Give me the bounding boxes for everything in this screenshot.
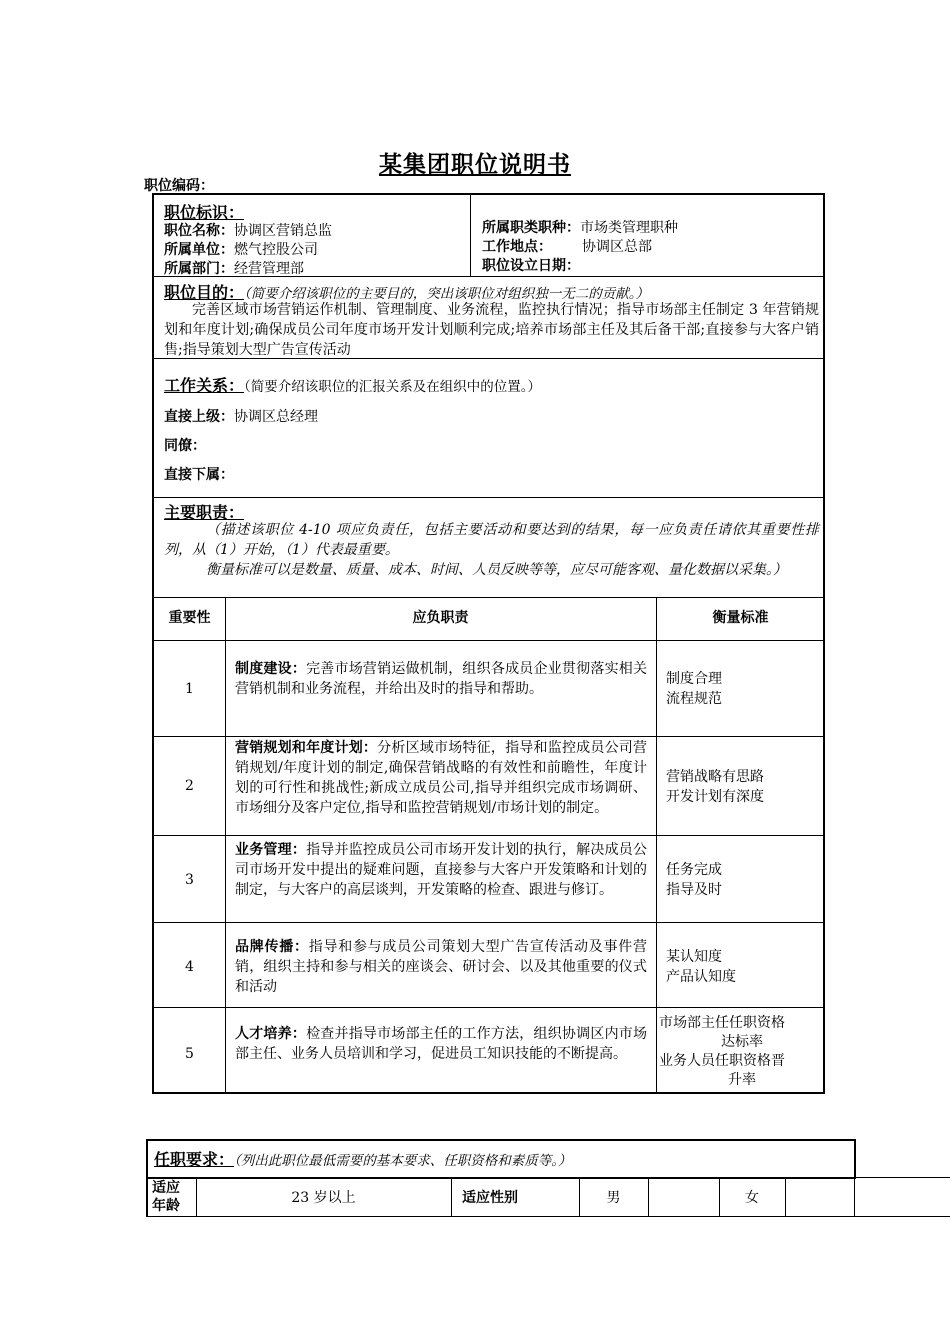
superior-value: 协调区总经理 <box>234 409 318 425</box>
relations-header <box>164 373 541 396</box>
measure-line: 升率 <box>728 1072 756 1088</box>
position-name-row <box>164 220 332 240</box>
unit-label: 所属单位： <box>164 242 234 258</box>
measure-line: 流程规范 <box>666 691 722 707</box>
column-header-importance: 重要性 <box>168 610 211 626</box>
duty-measure-5 <box>659 1014 825 1090</box>
superior-row <box>164 406 318 426</box>
duty-measure-1 <box>666 669 826 709</box>
measure-line: 任务完成 <box>666 862 722 878</box>
column-header-responsibility: 应负职责 <box>412 610 469 626</box>
work-location-row <box>482 236 652 256</box>
measure-line: 开发计划有深度 <box>666 789 764 805</box>
duty-title-3: 业务管理： <box>235 842 307 858</box>
relations-note: （简要介绍该职位的汇报关系及在组织中的位置。） <box>244 379 542 395</box>
duty-rank-4: 4 <box>185 959 194 975</box>
peer-label: 同僚： <box>164 438 206 454</box>
purpose-text: 完善区域市场营销运作机制、管理制度、业务流程，监控执行情况；指导市场部主任制定 3 年营销规划和年度计划;确保成员公司年度市场开发计划顺利完成;培养市场部主任及其后备干部;直接参与大客户销售;指导策划大型广告宣传活动 <box>164 302 819 358</box>
duty-text-1 <box>235 659 647 699</box>
job-category-label: 所属职类职种： <box>482 220 580 236</box>
identity-heading: 职位标识： <box>164 203 245 222</box>
duties-note-2: 衡量标准可以是数量、质量、成本、时间、人员反映等等，应尽可能客观、量化数据以采集。） <box>206 562 787 578</box>
duty-rank-2: 2 <box>185 778 194 794</box>
duty-rank-5: 5 <box>185 1046 194 1062</box>
duty-measure-4 <box>666 947 826 987</box>
purpose-heading: 职位目的： <box>164 283 245 302</box>
duty-title-5: 人才培养： <box>235 1026 307 1042</box>
purpose-note: （简要介绍该职位的主要目的，突出该职位对组织独一无二的贡献。） <box>244 286 650 302</box>
requirements-note: （列出此职位最低需要的基本要求、任职资格和素质等。） <box>234 1153 572 1169</box>
duty-rank-3: 3 <box>185 872 194 888</box>
duty-title-2: 营销规划和年度计划： <box>235 740 378 756</box>
requirements-header <box>154 1147 572 1170</box>
relations-heading: 工作关系： <box>164 376 245 395</box>
duty-text-2 <box>235 738 647 818</box>
duty-body-3: 指导并监控成员公司市场开发计划的执行，解决成员公司市场开发中提出的疑难问题，直接参与大客户开发策略和计划的制定，与大客户的高层谈判，开发策略的检查、跟进与修订。 <box>235 842 648 898</box>
measure-line: 营销战略有思路 <box>666 769 764 785</box>
unit-value: 燃气控股公司 <box>234 242 318 258</box>
work-location-value: 协调区总部 <box>582 239 652 255</box>
duty-rank-1: 1 <box>185 681 194 697</box>
measure-line: 市场部主任任职资格 <box>659 1015 785 1031</box>
age-value: 23 岁以上 <box>291 1190 356 1206</box>
age-label-line-1: 适应 <box>152 1180 180 1196</box>
measure-line: 指导及时 <box>666 882 722 898</box>
duty-measure-3 <box>666 860 826 900</box>
department-value: 经营管理部 <box>234 261 304 277</box>
department-label: 所属部门： <box>164 261 234 277</box>
measure-line: 产品认知度 <box>666 969 736 985</box>
position-name-label: 职位名称： <box>164 223 234 239</box>
requirements-heading: 任职要求： <box>154 1150 235 1169</box>
document-title: 某集团职位说明书 <box>379 151 571 178</box>
duty-title-1: 制度建设： <box>235 661 307 677</box>
measure-line: 业务人员任职资格晋 <box>659 1053 785 1069</box>
position-name-value: 协调区营销总监 <box>234 223 332 239</box>
duty-body-4: 指导和参与成员公司策划大型广告宣传活动及事件营销，组织主持和参与相关的座谈会、研讨会、以及其他重要的仪式和活动 <box>235 939 648 995</box>
department-row <box>164 258 304 278</box>
requirements-box <box>146 1139 856 1179</box>
gender-female: 女 <box>745 1190 759 1206</box>
gender-male: 男 <box>606 1190 621 1206</box>
measure-line: 某认知度 <box>666 949 722 965</box>
duty-measure-2 <box>666 767 826 807</box>
job-category-row <box>482 217 678 237</box>
duty-body-1: 完善市场营销运做机制，组织各成员企业贯彻落实相关营销机制和业务流程，并给出及时的指导和帮助。 <box>235 661 648 697</box>
measure-line: 制度合理 <box>666 671 722 687</box>
duties-note-1: （描述该职位 4-10 项应负责任，包括主要活动和要达到的结果，每一应负责任请依其重要性排列，从（1）开始，（1）代表最重要。 <box>164 522 819 558</box>
gender-label: 适应性别 <box>462 1190 518 1206</box>
unit-row <box>164 239 318 259</box>
job-category-value: 市场类管理职种 <box>580 220 678 236</box>
duty-text-3 <box>235 840 647 900</box>
subordinate-label: 直接下属： <box>164 467 234 483</box>
measure-line: 达标率 <box>721 1034 763 1050</box>
duty-title-4: 品牌传播： <box>235 939 309 955</box>
age-label-line-2: 年龄 <box>152 1198 180 1214</box>
setup-date-row <box>482 255 580 275</box>
superior-label: 直接上级： <box>164 409 234 425</box>
duties-heading: 主要职责： <box>164 503 245 522</box>
duty-text-4 <box>235 937 647 997</box>
age-label <box>152 1179 196 1215</box>
position-code-label: 职位编码： <box>144 178 214 194</box>
requirements-row <box>146 1177 950 1217</box>
column-header-measure: 衡量标准 <box>712 610 769 626</box>
duty-body-5: 检查并指导市场部主任的工作方法，组织协调区内市场部主任、业务人员培训和学习，促进员工知识技能的不断提高。 <box>235 1026 648 1062</box>
duty-text-5 <box>235 1024 647 1064</box>
job-description-table <box>152 193 825 1094</box>
duty-body-2: 分析区域市场特征，指导和监控成员公司营销规划/年度计划的制定,确保营销战略的有效性和前瞻性，年度计划的可行性和挑战性;新成立成员公司,指导并组织完成市场调研、市场细分及客户定位,指导和监控营销规划/市场计划的制定。 <box>235 740 648 816</box>
setup-date-label: 职位设立日期： <box>482 258 580 274</box>
work-location-label: 工作地点： <box>482 239 552 255</box>
